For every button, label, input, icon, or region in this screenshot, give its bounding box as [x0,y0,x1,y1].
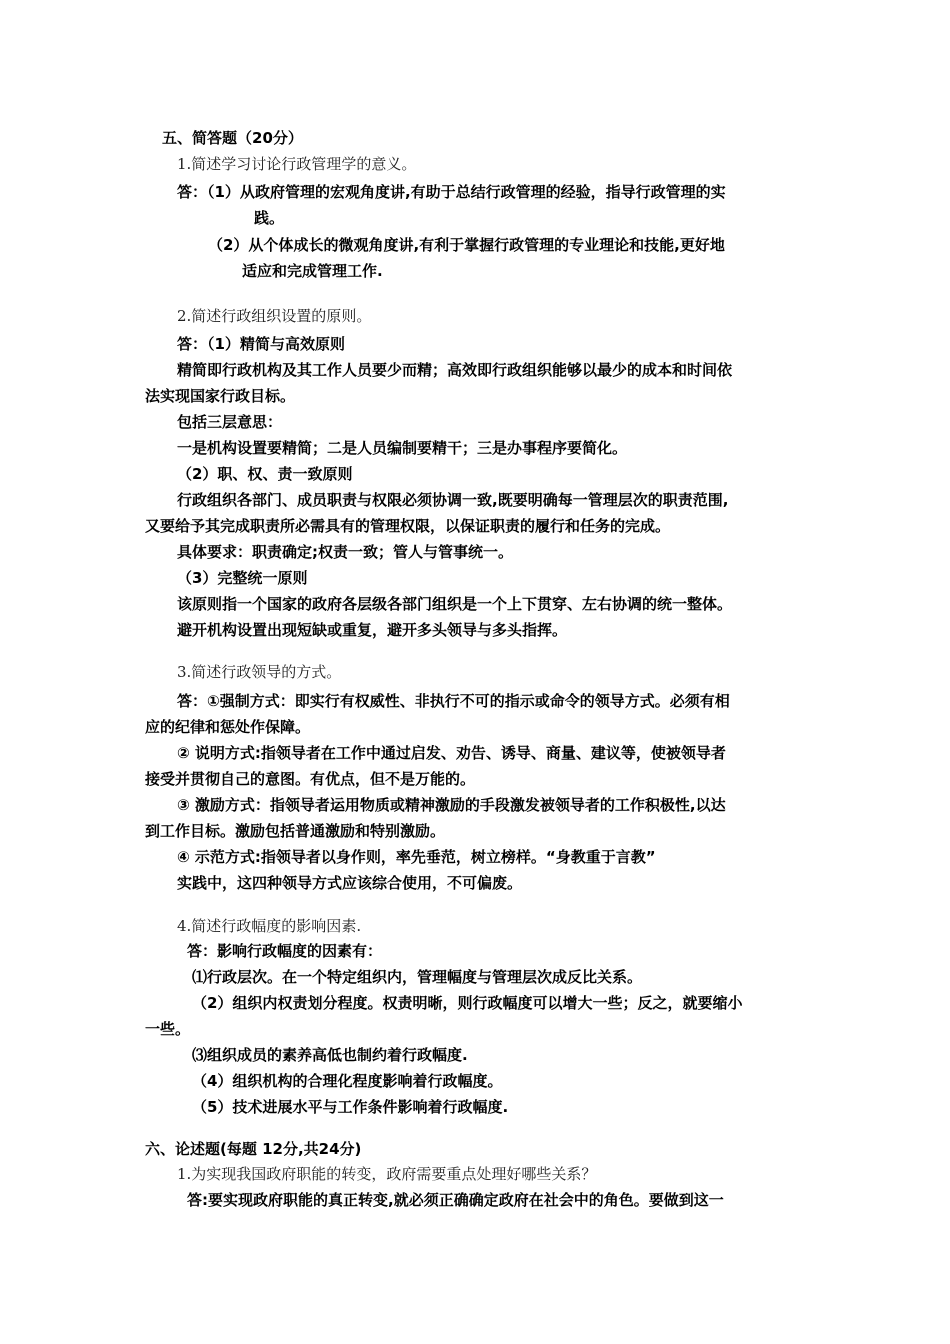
answer-line: 实践中，这四种领导方式应该综合使用，不可偏废。 [177,874,523,892]
question-1: 1.为实现我国政府职能的转变，政府需要重点处理好哪些关系？ [177,1165,597,1183]
answer-line: 答：（1）精简与高效原则 [177,335,345,353]
answer-line: 包括三层意思： [177,413,283,431]
question-4: 4.简述行政幅度的影响因素. [177,917,362,935]
answer-line: 践。 [254,209,285,227]
answer-line: 答：影响行政幅度的因素有： [187,942,383,960]
answer-line: 行政组织各部门、成员职责与权限必须协调一致,既要明确每一管理层次的职责范围, [177,491,729,509]
question-2: 2.简述行政组织设置的原则。 [177,307,372,325]
answer-line: 答：①强制方式：即实行有权威性、非执行不可的指示或命令的领导方式。必须有相 [177,692,730,710]
answer-line: （2）组织内权责划分程度。权责明晰，则行政幅度可以增大一些；反之，就要缩小 [192,994,743,1012]
answer-line: ⑶组织成员的素养高低也制约着行政幅度. [192,1046,468,1064]
answer-line: 该原则指一个国家的政府各层级各部门组织是一个上下贯穿、左右协调的统一整体。 [177,595,733,613]
answer-line: （3）完整统一原则 [177,569,308,587]
answer-line: 答:要实现政府职能的真正转变,就必须正确确定政府在社会中的角色。要做到这一 [187,1191,724,1209]
answer-line: （2）从个体成长的微观角度讲,有利于掌握行政管理的专业理论和技能,更好地 [208,236,725,254]
answer-line: 具体要求：职责确定;权责一致；管人与管事统一。 [177,543,514,561]
section-heading: 五、简答题（20分） [162,129,303,147]
answer-line: 一是机构设置要精简；二是人员编制要精干；三是办事程序要简化。 [177,439,628,457]
answer-line: 应的纪律和惩处作保障。 [145,718,311,736]
answer-line: 法实现国家行政目标。 [145,387,296,405]
question-1: 1.简述学习讨论行政管理学的意义。 [177,155,417,173]
answer-line: ⑴行政层次。在一个特定组织内，管理幅度与管理层次成反比关系。 [192,968,643,986]
answer-line: 接受并贯彻自己的意图。有优点，但不是万能的。 [145,770,476,788]
question-3: 3.简述行政领导的方式。 [177,663,342,681]
answer-line: ③ 激励方式：指领导者运用物质或精神激励的手段激发被领导者的工作积极性,以达 [177,796,726,814]
answer-line: ② 说明方式:指领导者在工作中通过启发、劝告、诱导、商量、建议等，使被领导者 [177,744,726,762]
answer-line: 一些。 [145,1020,191,1038]
section-heading: 六、论述题(每题 12分,共24分) [145,1140,362,1158]
answer-line: （5）技术进展水平与工作条件影响着行政幅度. [192,1098,509,1116]
answer-line: 适应和完成管理工作. [242,262,383,280]
answer-line: （4）组织机构的合理化程度影响着行政幅度。 [192,1072,503,1090]
answer-line: （2）职、权、责一致原则 [177,465,353,483]
answer-line: 避开机构设置出现短缺或重复，避开多头领导与多头指挥。 [177,621,568,639]
answer-line: 又要给予其完成职责所必需具有的管理权限，以保证职责的履行和任务的完成。 [145,517,671,535]
answer-line: 到工作目标。激励包括普通激励和特别激励。 [145,822,446,840]
answer-line: 精简即行政机构及其工作人员要少而精；高效即行政组织能够以最少的成本和时间依 [177,361,733,379]
answer-line: 答：（1）从政府管理的宏观角度讲,有助于总结行政管理的经验，指导行政管理的实 [177,183,726,201]
answer-line: ④ 示范方式:指领导者以身作则，率先垂范，树立榜样。“身教重于言教” [177,848,656,866]
